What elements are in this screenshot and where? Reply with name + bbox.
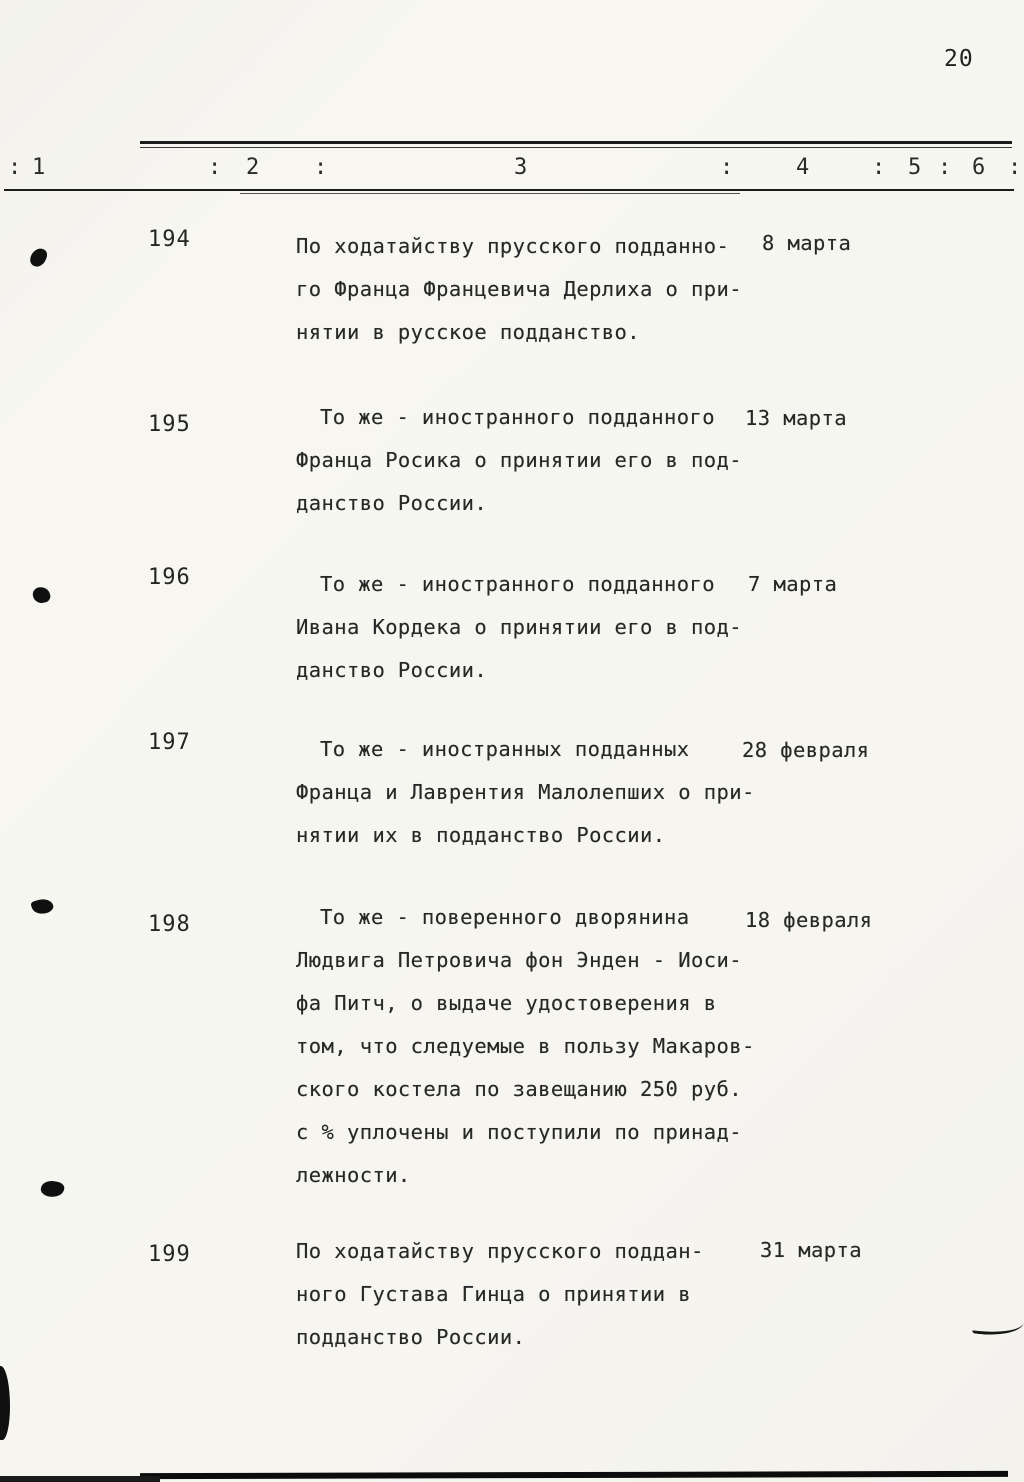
entry-number: 197 <box>148 730 191 755</box>
scan-edge-bar <box>140 1471 1008 1479</box>
entry-text-line: По ходатайству прусского поддан- <box>296 1239 704 1263</box>
entry-text-line: То же - иностранного подданного <box>320 405 716 429</box>
ink-mark <box>40 1179 65 1199</box>
entry-text-line: Людвига Петровича фон Энден - Иоси- <box>296 948 742 972</box>
entry-number: 195 <box>148 412 191 437</box>
header-separator: : <box>314 155 329 180</box>
header-separator: : <box>208 155 223 180</box>
entry-date: 13 марта <box>745 406 847 430</box>
entry-text <box>296 896 776 1197</box>
entry-text-line: То же - иностранного подданного <box>320 572 716 596</box>
entry-date: 7 марта <box>748 572 838 596</box>
header-separator: : <box>872 155 887 180</box>
entry-text-line: Ивана Кордека о принятии его в под- <box>296 615 742 639</box>
entry-date: 8 марта <box>762 231 852 255</box>
entry-text-line: лежности. <box>296 1163 411 1187</box>
pen-stroke-mark <box>972 1315 1024 1338</box>
ink-mark <box>32 585 52 604</box>
entry-text-line: ского костела по завещанию 250 руб. <box>296 1077 742 1101</box>
entry-text-line: го Франца Францевича Дерлиха о при- <box>296 277 742 301</box>
ink-mark <box>30 896 55 917</box>
entry-text-line: фа Питч, о выдаче удостоверения в <box>296 991 717 1015</box>
entry-number: 198 <box>148 912 191 937</box>
entry-text-line: подданство России. <box>296 1325 526 1349</box>
entry-text-line: нятии их в подданство России. <box>296 823 666 847</box>
entry-date: 31 марта <box>760 1238 862 1262</box>
entry-text-line: По ходатайству прусского подданно- <box>296 234 730 258</box>
entry-number: 199 <box>148 1242 191 1267</box>
entry-text <box>296 728 776 857</box>
entry-text-line: с % уплочены и поступили по принад- <box>296 1120 742 1144</box>
page-number: 20 <box>944 46 974 72</box>
entry-text-line: То же - поверенного дворянина <box>320 905 690 929</box>
header-separator: : <box>938 155 953 180</box>
entry-text-line: Франца и Лаврентия Малолепших о при- <box>296 780 755 804</box>
entry-text-line: То же - иностранных подданных <box>320 737 690 761</box>
entry-text <box>296 396 776 525</box>
header-col-1: 1 <box>32 155 47 180</box>
entry-date: 18 февраля <box>745 908 873 932</box>
header-col-5: 5 <box>908 155 923 180</box>
scan-edge-bar <box>0 1476 160 1482</box>
header-separator: : <box>8 155 23 180</box>
header-col-2: 2 <box>246 155 261 180</box>
header-bottom-rule <box>4 189 1014 191</box>
ink-mark <box>0 1366 10 1440</box>
entry-text-line: данство России. <box>296 491 488 515</box>
entry-text-line: данство России. <box>296 658 488 682</box>
header-col-3: 3 <box>514 155 529 180</box>
entry-text-line: Франца Росика о принятии его в под- <box>296 448 742 472</box>
header-col-4: 4 <box>796 155 811 180</box>
entry-number: 194 <box>148 227 191 252</box>
header-col-6: 6 <box>972 155 987 180</box>
entry-text <box>296 1230 776 1359</box>
entry-text <box>296 563 776 692</box>
entry-text-line: ного Густава Гинца о принятии в <box>296 1282 692 1306</box>
header-top-rule-shadow <box>140 147 1012 148</box>
entry-text-line: нятии в русское подданство. <box>296 320 641 344</box>
header-separator: : <box>1008 155 1023 180</box>
entry-date: 28 февраля <box>742 738 870 762</box>
header-top-rule <box>140 141 1012 144</box>
entry-text-line: том, что следуемые в пользу Макаров- <box>296 1034 755 1058</box>
header-separator: : <box>720 155 735 180</box>
header-bottom-rule-shadow <box>240 193 740 194</box>
entry-number: 196 <box>148 565 191 590</box>
entry-text <box>296 225 776 354</box>
ink-mark <box>28 246 49 269</box>
